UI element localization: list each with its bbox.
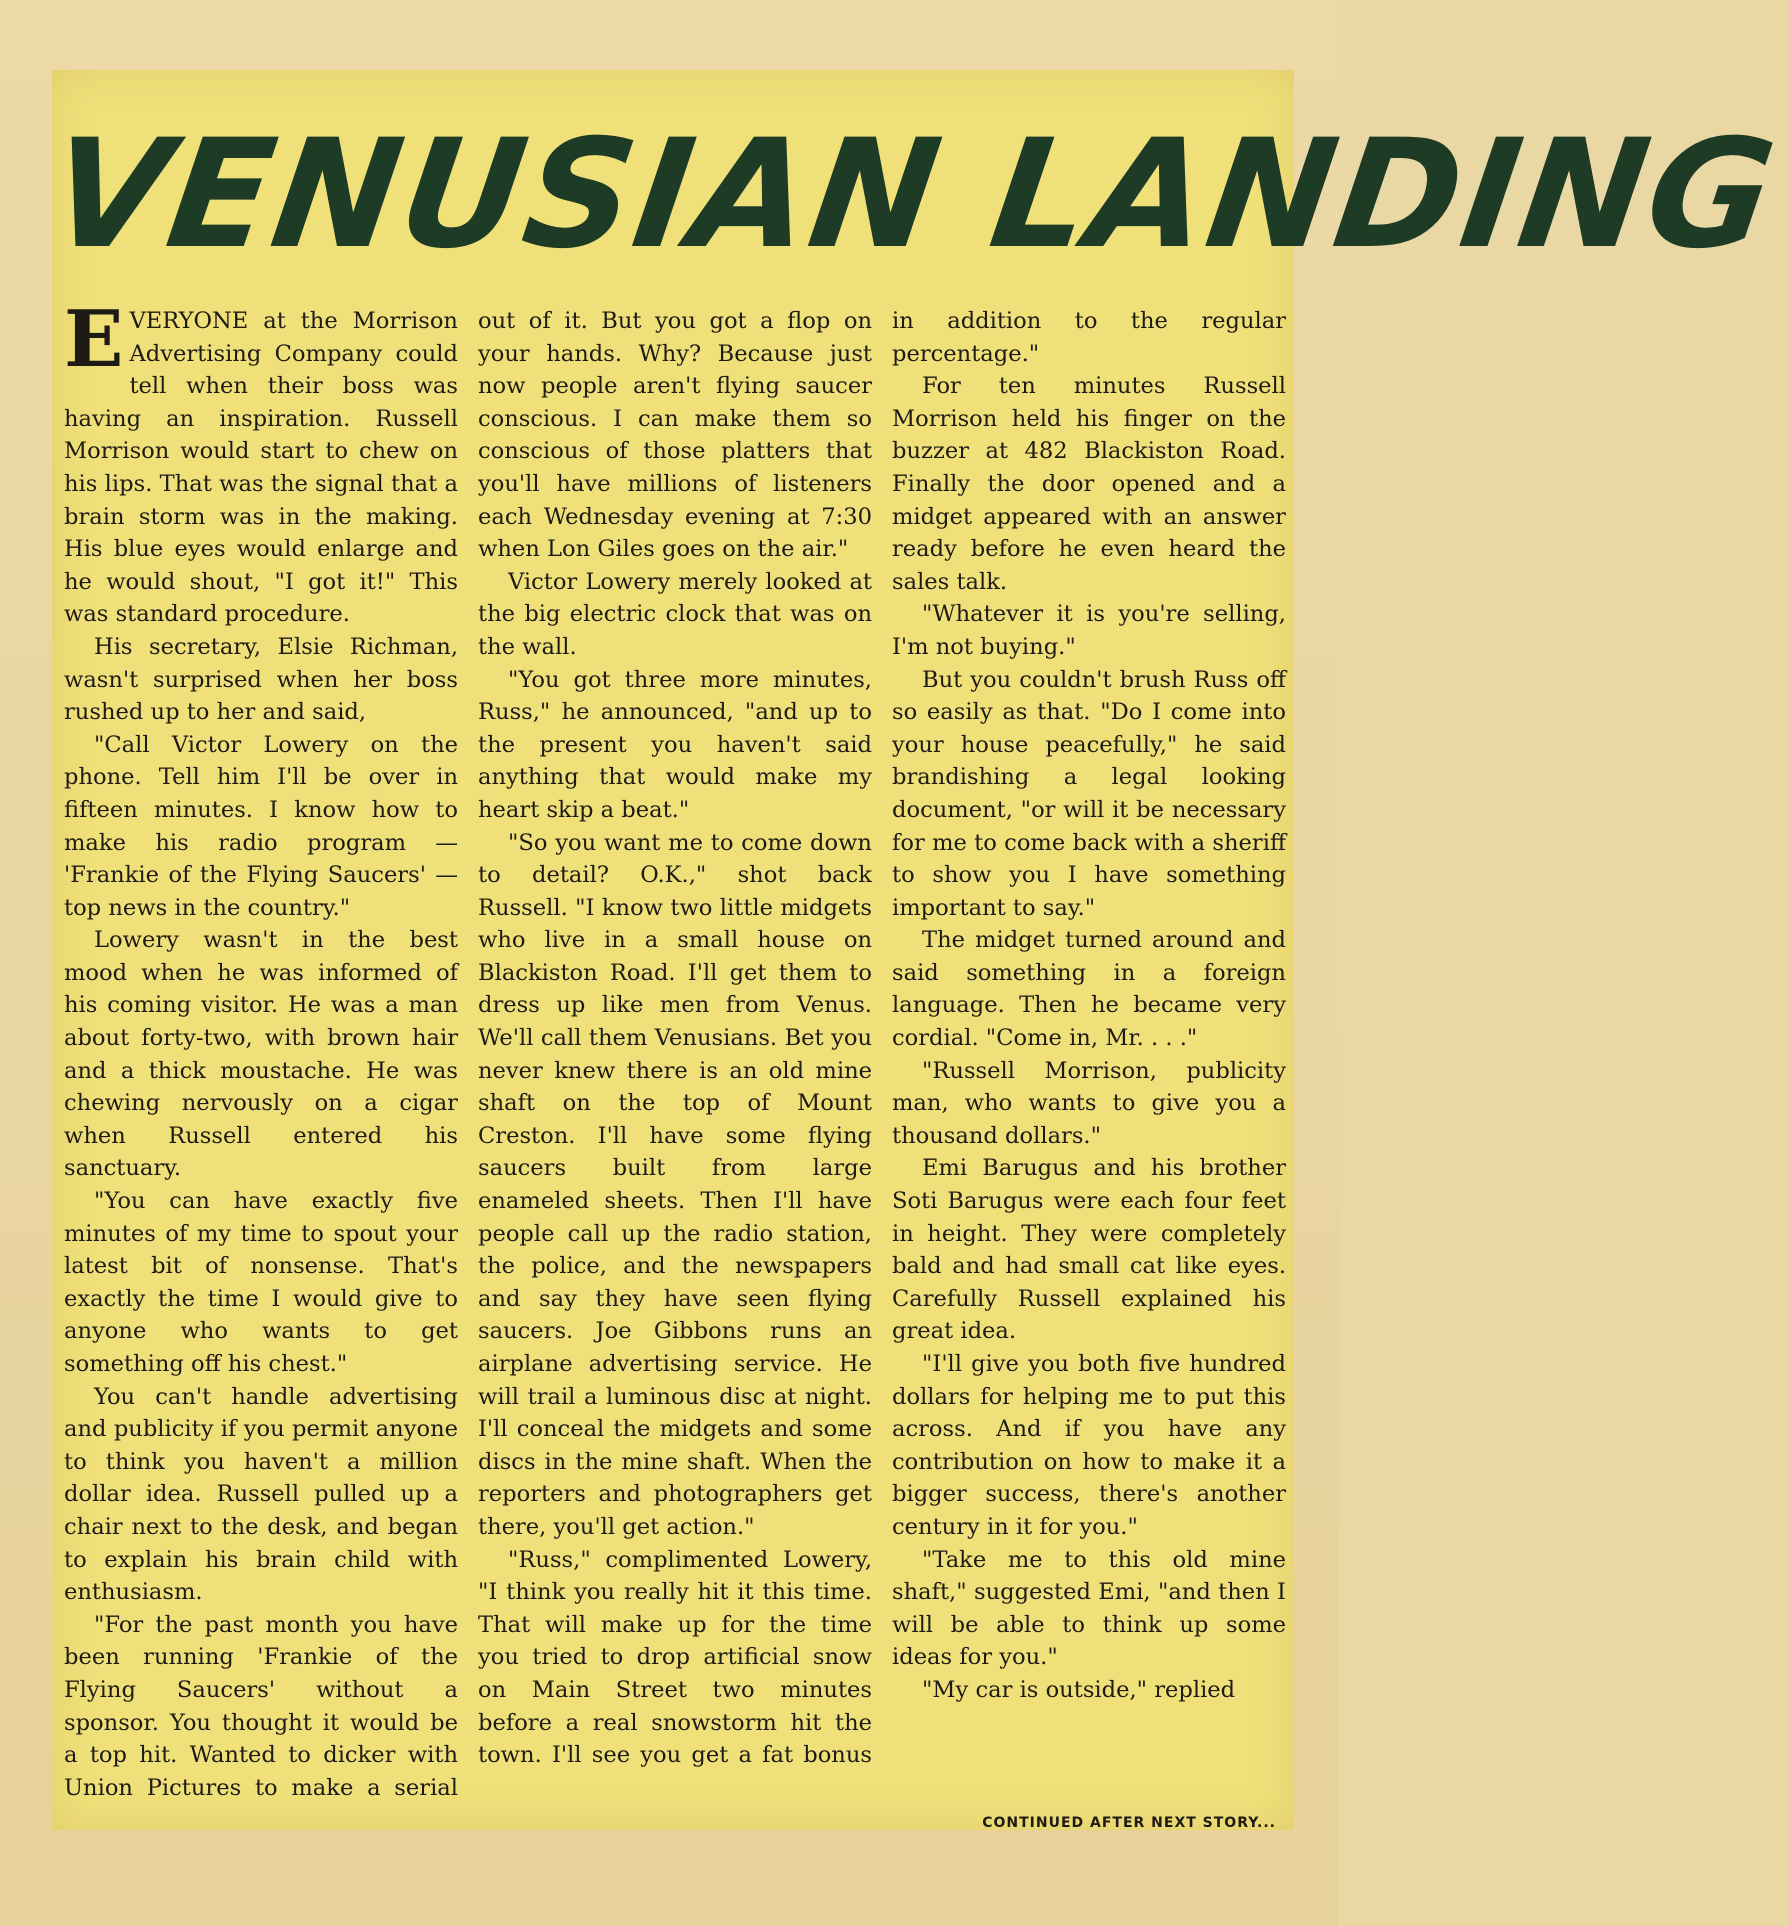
paragraph: "Whatever it is you're selling, I'm not buying.": [892, 601, 1286, 660]
paragraph: "Call Victor Lowery on the phone. Tell him I'll be over in fifteen minutes. I know how to make his radio program — 'Frankie of the Flying Saucers' — top news in the country.": [64, 731, 458, 921]
paragraph: "For the past month you have been running 'Frankie of the Flying Saucers' without a sponsor. You thought it would be a top hit. Wanted to dicker with Union Pictures to make a serial out of it. But you got a flop on your hands. Why? Because just now people aren't flying saucer conscious. I can make them so conscious of those platters that you'll have millions of listeners each Wednesday evening at 7:30 when Lon Giles goes on the air.": [64, 308, 872, 1801]
paragraph: The midget turned around and said something in a foreign language. Then he became very cordial. "Come in, Mr. . . .": [892, 927, 1286, 1052]
drop-cap: E: [64, 294, 124, 385]
story-text: [64, 294, 1286, 1825]
paragraph: You can't handle advertising and publicity if you permit anyone to think you haven't a million dollar idea. Russell pulled up a chair next to the desk, and began to explain his brain child with enthusiasm.: [64, 1383, 458, 1606]
paragraph: But you couldn't brush Russ off so easily as that. "Do I come into your house peacefully," he said brandishing a legal looking document, "or will it be necessary for me to come back with a sheriff to show you I have something important to say.": [892, 666, 1286, 921]
paragraph: Victor Lowery merely looked at the big electric clock that was on the wall.: [478, 568, 872, 660]
paragraph: "My car is outside," replied: [922, 1676, 1236, 1703]
paragraph: "I'll give you both five hundred dollars for helping me to put this across. And if you have any contribution on how to make it a bigger success, there's another century in it for you.": [892, 1351, 1286, 1540]
story-title: VENUSIAN LANDING: [39, 108, 1787, 282]
paragraph: Lowery wasn't in the best mood when he was informed of his coming visitor. He was a man about forty-two, with brown hair and a thick moustache. He was chewing nervously on a cigar when Russell entered his sanctuary.: [64, 927, 458, 1182]
paragraph: "Russell Morrison, publicity man, who wants to give you a thousand dollars.": [892, 1057, 1286, 1149]
paragraph: "Take me to this old mine shaft," suggested Emi, "and then I will be able to think up some ideas for you.": [892, 1546, 1286, 1671]
paragraph: "Russ," complimented Lowery, "I think you really hit it this time. That will make up for the time you tried to drop artificial snow on Main Street two minutes before a real snowstorm hit the town. I'll see you get a fat bonus in addition to the regular percentage.": [478, 308, 1286, 1769]
paragraph: His secretary, Elsie Richman, wasn't surprised when her boss rushed up to her and said,: [64, 633, 458, 726]
paragraph: [64, 294, 458, 631]
paragraph: "You got three more minutes, Russ," he announced, "and up to the present you haven't said anything that would make my heart skip a beat.": [478, 666, 872, 823]
story-panel: [39, 70, 1787, 1830]
paragraph: "You can have exactly five minutes of my time to spout your latest bit of nonsense. That's exactly the time I would give to anyone who wants to get something off his chest.": [64, 1188, 458, 1377]
paragraph: "So you want me to come down to detail? O.K.," shot back Russell. "I know two little midgets who live in a small house on Blackiston Road. I'll get them to dress up like men from Venus. We'll call them Venusians. Bet you never knew there is an old mine shaft on the top of Mount Creston. I'll have some flying saucers built from large enameled sheets. Then I'll have people call up the radio station, the police, and the newspapers and say they have seen flying saucers. Joe Gibbons runs an airplane advertising service. He will trail a luminous disc at night. I'll conceal the midgets and some discs in the mine shaft. When the reporters and photographers get there, you'll get action.": [478, 829, 872, 1540]
paragraph: For ten minutes Russell Morrison held his finger on the buzzer at 482 Blackiston Road. Finally the door opened and a midget appeared with an answer ready before he even heard the sales talk.: [892, 373, 1286, 595]
continued-note: CONTINUED AFTER NEXT STORY...: [982, 1815, 1276, 1831]
paragraph-text: VERYONE at the Morrison Advertising Company could tell when their boss was having an inspiration. Russell Morrison would start to chew on his lips. That was the signal that a brain storm was in the making. His blue eyes would enlarge and he would shout, "I got it!" This was standard procedure.: [64, 308, 458, 628]
paragraph: Emi Barugus and his brother Soti Barugus were each four feet in height. They were completely bald and had small cat like eyes. Carefully Russell explained his great idea.: [892, 1155, 1286, 1345]
